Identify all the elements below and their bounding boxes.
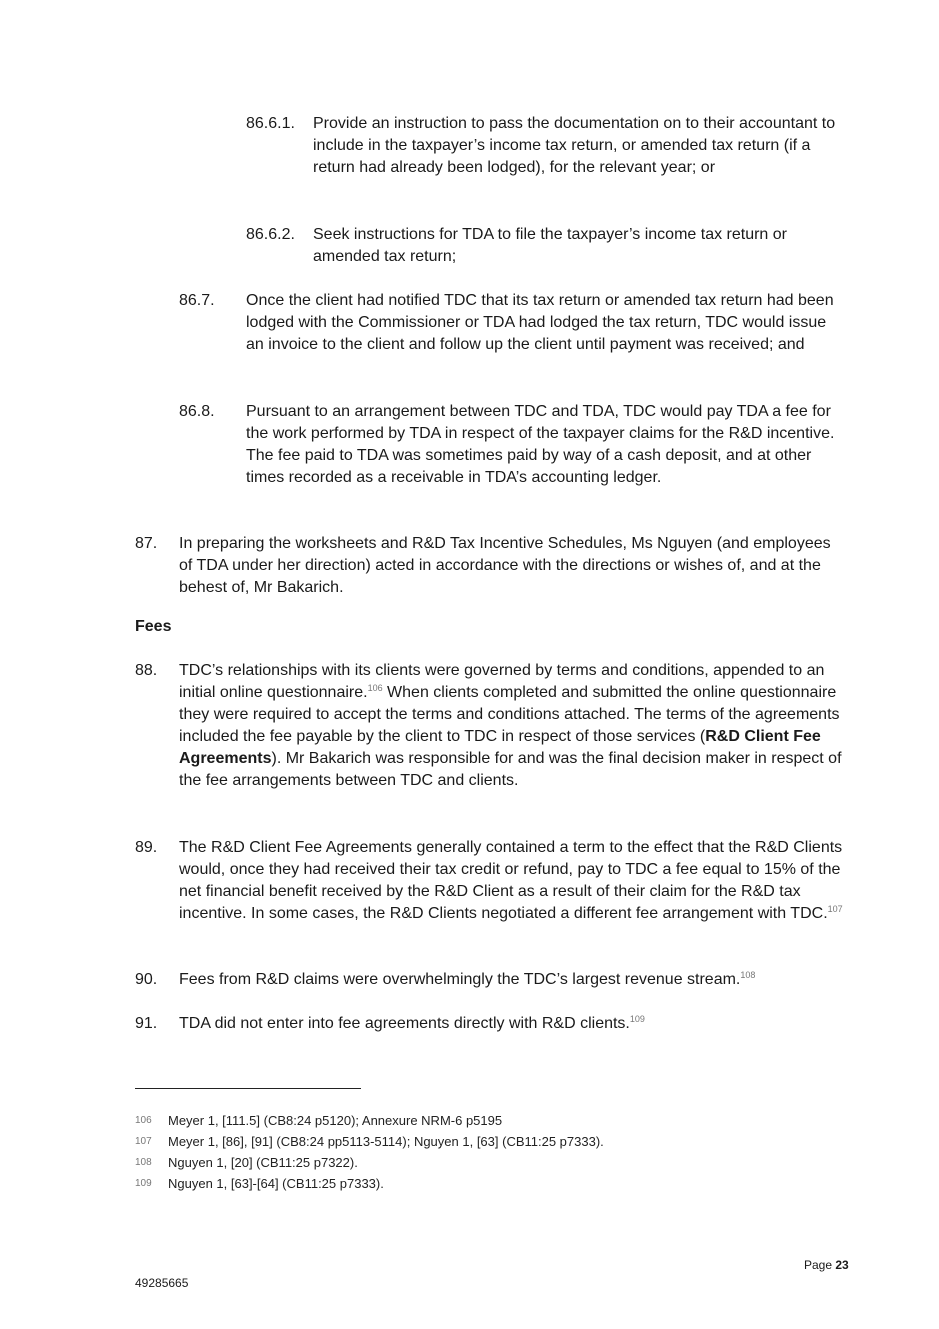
footnote-text: Meyer 1, [86], [91] (CB8:24 pp5113-5114); Nguyen 1, [63] (CB11:25 p7333). <box>168 1134 604 1149</box>
paragraph-text: Seek instructions for TDA to file the taxpayer’s income tax return or amended tax return; <box>313 226 787 265</box>
footnote-106 <box>135 1112 502 1130</box>
footnote-text: Nguyen 1, [20] (CB11:25 p7322). <box>168 1155 358 1170</box>
paragraph-number: 87. <box>135 535 158 552</box>
page-number-value: 23 <box>835 1258 849 1272</box>
paragraph-text: Pursuant to an arrangement between TDC and TDA, TDC would pay TDA a fee for the work performed by TDA in respect of the taxpayer claims for the R&D incentive. The fee paid to TDA was sometimes paid by way of a cash deposit, and at other times recorded as a receivable in TDA’s accounting ledger. <box>246 403 835 486</box>
page-label: Page <box>804 1258 833 1272</box>
paragraph-90 <box>135 969 847 991</box>
paragraph-number: 86.7. <box>179 292 215 309</box>
document-id: 49285665 <box>135 1276 189 1290</box>
paragraph-86-8 <box>179 401 846 489</box>
paragraph-text <box>179 969 847 991</box>
paragraph-87 <box>135 533 847 599</box>
paragraph-86-6-2 <box>246 224 846 268</box>
defined-term: R&D Client Fee Agreements <box>179 728 821 767</box>
paragraph-number: 89. <box>135 839 158 856</box>
paragraph-text: Provide an instruction to pass the documentation on to their accountant to include in the taxpayer’s income tax return, or amended tax return (if a return had already been lodged), for the relevant year; or <box>313 115 836 176</box>
paragraph-89 <box>135 837 847 925</box>
footnote-107 <box>135 1133 604 1151</box>
footnote-number: 106 <box>135 1115 152 1126</box>
text-segment: Fees from R&D claims were overwhelmingly the TDC’s largest revenue stream. <box>179 971 741 988</box>
paragraph-number: 88. <box>135 662 158 679</box>
paragraph-number: 91. <box>135 1015 158 1032</box>
paragraph-number: 86.6.2. <box>246 226 295 243</box>
footnote-ref: 108 <box>740 970 756 980</box>
text-segment: When clients completed and submitted the online questionnaire they were required to accept the terms and conditions attached. The terms of the agreements included the fee payable by the client to TDC in respect of those services ( <box>179 684 840 745</box>
footnote-108 <box>135 1154 358 1172</box>
text-segment: TDA did not enter into fee agreements directly with R&D clients. <box>179 1015 630 1032</box>
paragraph-91 <box>135 1013 847 1035</box>
footnote-ref: 107 <box>827 904 843 914</box>
paragraph-text: In preparing the worksheets and R&D Tax Incentive Schedules, Ms Nguyen (and employees of TDA under her direction) acted in accordance with the directions or wishes of, and at the behest of, Mr Bakarich. <box>179 535 831 596</box>
paragraph-86-7 <box>179 290 846 356</box>
paragraph-number: 86.6.1. <box>246 115 295 132</box>
paragraph-86-6-1 <box>246 113 846 179</box>
footnote-separator <box>135 1088 361 1089</box>
footnote-ref: 109 <box>629 1014 645 1024</box>
text-segment: ). Mr Bakarich was responsible for and was the final decision maker in respect of the fee arrangements between TDC and clients. <box>179 750 842 789</box>
paragraph-number: 90. <box>135 971 158 988</box>
page-number <box>804 1254 849 1276</box>
paragraph-text <box>179 1013 847 1035</box>
paragraph-number: 86.8. <box>179 403 215 420</box>
footnote-number: 109 <box>135 1178 152 1189</box>
footnote-number: 107 <box>135 1136 152 1147</box>
footnote-text: Meyer 1, [111.5] (CB8:24 p5120); Annexure NRM-6 p5195 <box>168 1113 503 1128</box>
footnote-109 <box>135 1175 384 1193</box>
footnote-text: Nguyen 1, [63]-[64] (CB11:25 p7333). <box>168 1176 384 1191</box>
footnote-ref: 106 <box>367 683 383 693</box>
footnote-number: 108 <box>135 1157 152 1168</box>
paragraph-text: Once the client had notified TDC that its tax return or amended tax return had been lodged with the Commissioner or TDA had lodged the tax return, TDC would issue an invoice to the client and follow up the client until payment was received; and <box>246 292 834 353</box>
paragraph-88 <box>135 660 847 792</box>
text-segment: TDC’s relationships with its clients were governed by terms and conditions, appended to an initial online questionnaire. <box>179 662 825 701</box>
text-segment: The R&D Client Fee Agreements generally contained a term to the effect that the R&D Clients would, once they had received their tax credit or refund, pay to TDC a fee equal to 15% of the net financial benefit received by the R&D Client as a result of their claim for the R&D tax incentive. In some cases, the R&D Clients negotiated a different fee arrangement with TDC. <box>179 839 843 922</box>
section-heading-fees: Fees <box>135 618 172 635</box>
paragraph-text <box>179 837 847 925</box>
paragraph-text <box>179 660 847 792</box>
